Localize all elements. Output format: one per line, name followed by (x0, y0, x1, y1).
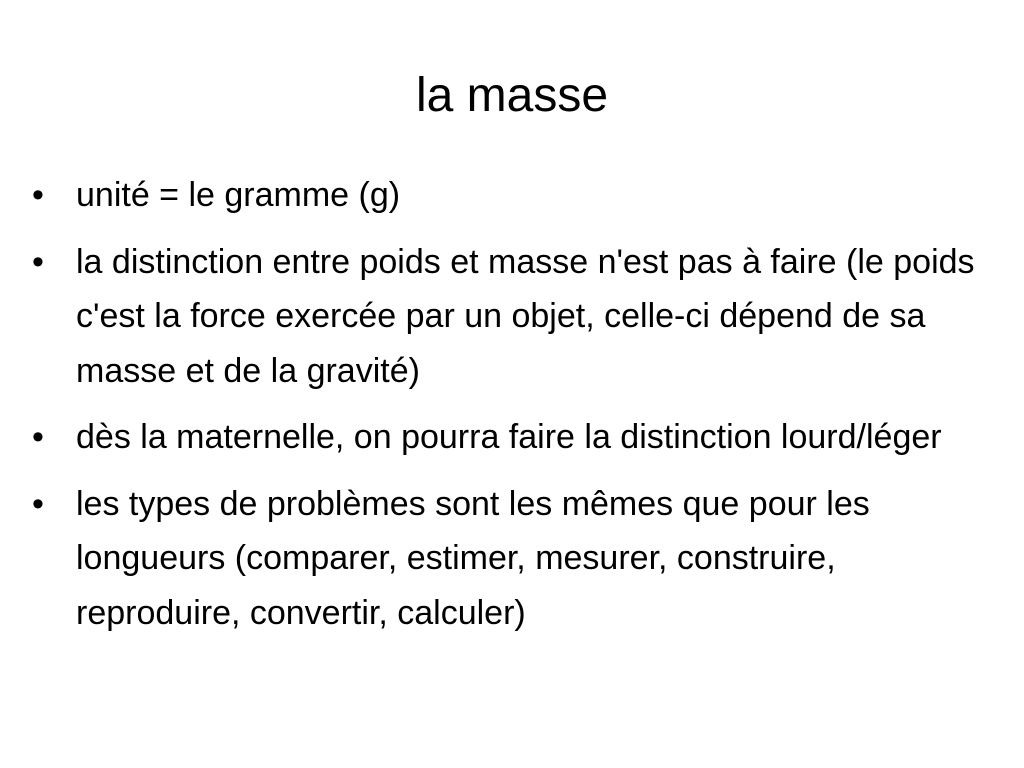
bullet-text: unité = le gramme (g) (76, 176, 401, 214)
bullet-item (30, 235, 990, 399)
bullet-icon: • (32, 176, 44, 214)
slide-title: la masse (415, 69, 609, 122)
bullet-text: dès la maternelle, on pourra faire la distinction lourd/léger (76, 418, 942, 456)
bullet-icon: • (32, 242, 44, 281)
bullet-text: les types de problèmes sont les mêmes que pour les longueurs (comparer, estimer, mesurer, construire, reproduire, convertir, calculer) (76, 484, 870, 632)
bullet-icon: • (32, 418, 44, 456)
bullet-icon: • (32, 484, 44, 523)
bullet-item (30, 410, 990, 465)
bullet-item (30, 168, 990, 223)
bullet-item (30, 477, 990, 641)
bullet-text: la distinction entre poids et masse n'est pas à faire (le poids c'est la force exercée par un objet, celle-ci dépend de sa masse et de la gravité) (76, 242, 975, 390)
bullet-list (30, 168, 990, 652)
